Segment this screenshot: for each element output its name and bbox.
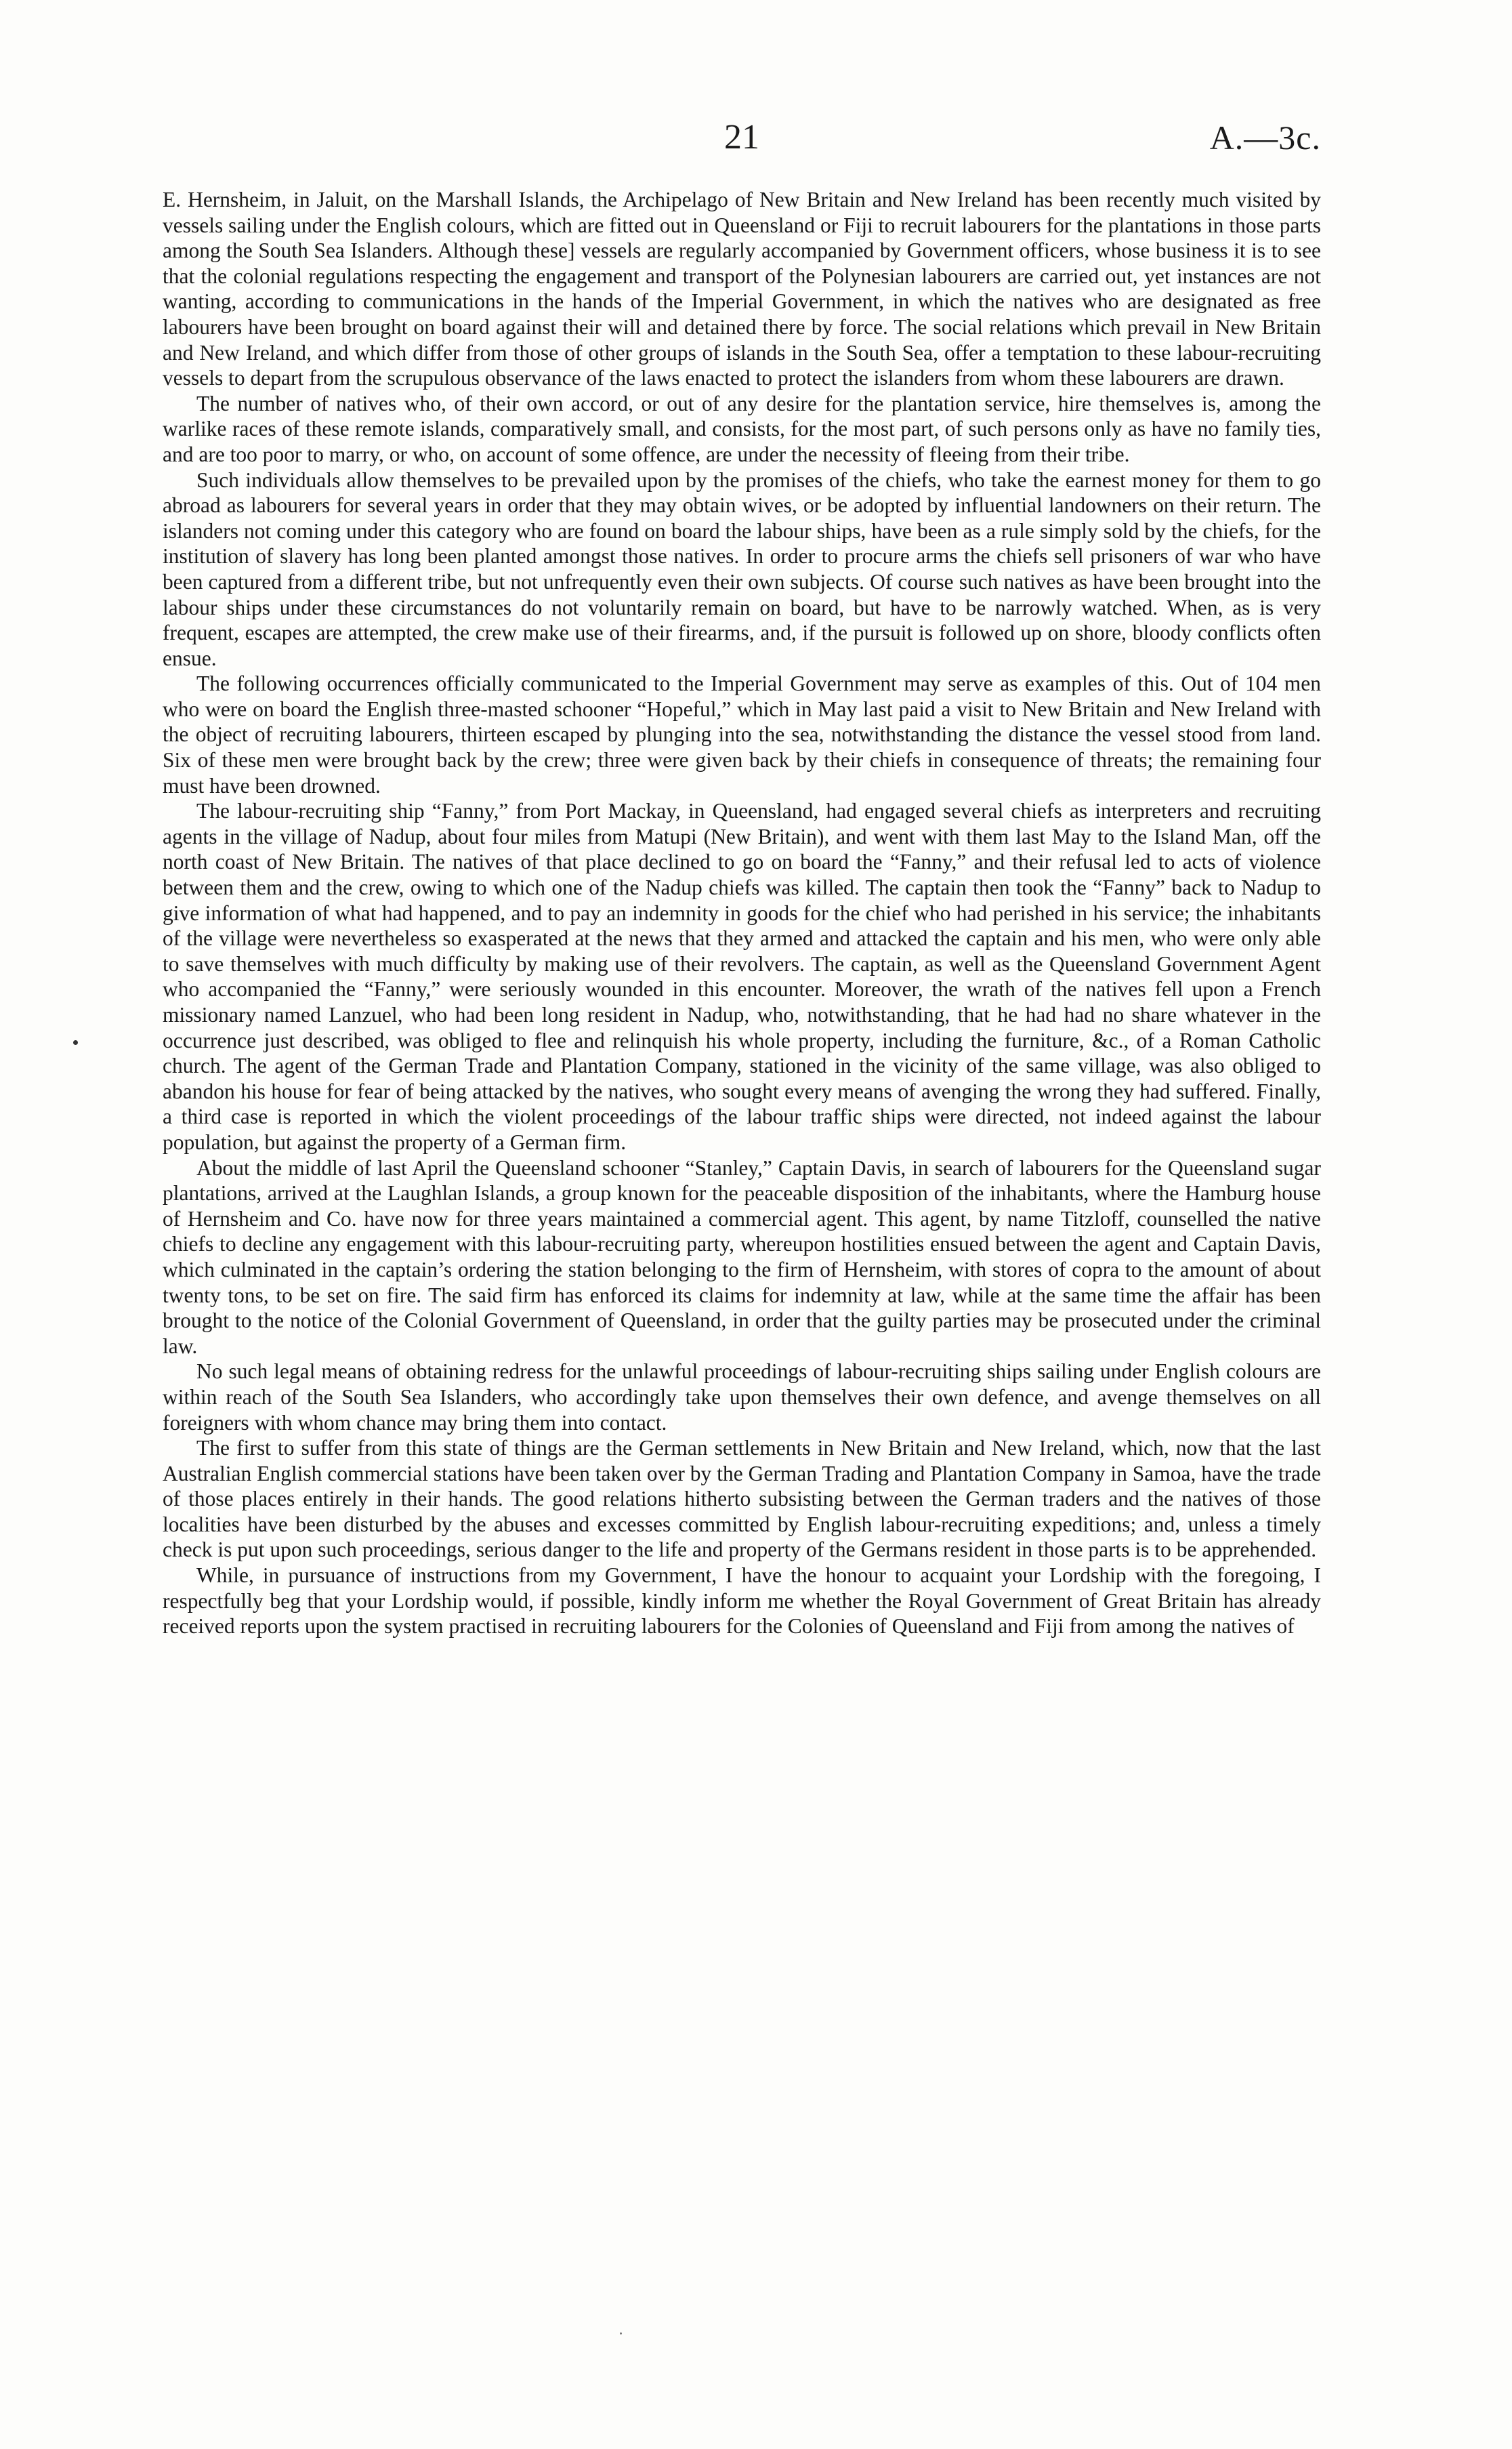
page-header xyxy=(163,114,1321,168)
document-reference: A.—3c. xyxy=(1209,119,1321,157)
margin-dot-mark xyxy=(73,1040,78,1045)
paragraph-1: E. Hernsheim, in Jaluit, on the Marshall Islands, the Archipelago of New Britain and New Ireland has been recently much visited by vessels sailing under the English colours, which are fitted out in Queensland or Fiji to recruit labourers for the plantations in those parts among the South Sea Islanders. Although these] vessels are regularly accompanied by Government officers, whose business it is to see that the colonial regulations respecting the engagement and transport of the Polynesian labourers are carried out, yet instances are not wanting, according to communications in the hands of the Imperial Government, in which the natives who are designated as free labourers have been brought on board against their will and detained there by force. The social relations which prevail in New Britain and New Ireland, and which differ from those of other groups of islands in the South Sea, offer a temptation to these labour-recruiting vessels to depart from the scrupulous observance of the laws enacted to protect the islanders from whom these labourers are drawn. xyxy=(163,188,1321,390)
paragraph-5: The labour-recruiting ship “Fanny,” from Port Mackay, in Queensland, had engaged several chiefs as interpreters and recruiting agents in the village of Nadup, about four miles from Matupi (New Britain), and went with them last May to the Island Man, off the north coast of New Britain. The natives of that place declined to go on board the “Fanny,” and their refusal led to acts of violence between them and the crew, owing to which one of the Nadup chiefs was killed. The captain then took the “Fanny” back to Nadup to give information of what had happened, and to pay an indemnity in goods for the chief who had perished in his service; the inhabitants of the village were nevertheless so exasperated at the news that they armed and attacked the captain and his men, who were only able to save themselves with much difficulty by making use of their revolvers. The captain, as well as the Queensland Government Agent who accompanied the “Fanny,” were seriously wounded in this encounter. Moreover, the wrath of the natives fell upon a French missionary named Lanzuel, who had been long resident in Nadup, who, notwithstanding, that he had had no share whatever in the occurrence just described, was obliged to flee and relinquish his whole property, including the furniture, &c., of a Roman Catholic church. The agent of the German Trade and Plantation Company, stationed in the vicinity of the same village, was also obliged to abandon his house for fear of being attacked by the natives, who sought every means of avenging the wrong they had suffered. Finally, a third case is reported in which the violent proceedings of the labour traffic ships were directed, not indeed against the labour population, but against the property of a German firm. xyxy=(163,799,1321,1154)
paragraph-9: While, in pursuance of instructions from my Government, I have the honour to acquaint your Lordship with the foregoing, I respectfully beg that your Lordship would, if possible, kindly inform me whether the Royal Government of Great Britain has already received reports upon the system practised in recruiting labourers for the Colonies of Queensland and Fiji from among the natives of xyxy=(163,1563,1321,1639)
paragraph-6: About the middle of last April the Queensland schooner “Stanley,” Captain Davis, in search of labourers for the Queensland sugar plantations, arrived at the Laughlan Islands, a group known for the peaceable disposition of the inhabitants, where the Hamburg house of Hernsheim and Co. have now for three years maintained a commercial agent. This agent, by name Titzloff, counselled the native chiefs to decline any engagement with this labour-recruiting party, whereupon hostilities ensued between the agent and Captain Davis, which culminated in the captain’s ordering the station belonging to the firm of Hernsheim, with stores of copra to the amount of about twenty tons, to be set on fire. The said firm has enforced its claims for indemnity at law, while at the same time the affair has been brought to the notice of the Colonial Government of Queensland, in order that the guilty parties may be prosecuted under the criminal law. xyxy=(163,1155,1321,1358)
paragraph-4: The following occurrences officially communicated to the Imperial Government may serve as examples of this. Out of 104 men who were on board the English three-masted schooner “Hopeful,” which in May last paid a visit to New Britain and New Ireland with the object of recruiting labourers, thirteen escaped by plunging into the sea, notwithstanding the distance the vessel stood from land. Six of these men were brought back by the crew; three were given back by their chiefs in consequence of threats; the remaining four must have been drowned. xyxy=(163,672,1321,798)
paragraph-8: The first to suffer from this state of things are the German settlements in New Britain and New Ireland, which, now that the last Australian English commercial stations have been taken over by the German Trading and Plantation Company in Samoa, have the trade of those places entirely in their hands. The good relations hitherto subsisting between the German traders and the natives of those localities have been disturbed by the abuses and excesses committed by English labour-recruiting expeditions; and, unless a timely check is put upon such proceedings, serious danger to the life and property of the Germans resident in those parts is to be apprehended. xyxy=(163,1436,1321,1562)
body-text xyxy=(163,187,1321,2369)
paragraph-3: Such individuals allow themselves to be prevailed upon by the promises of the chiefs, who take the earnest money for them to go abroad as labourers for several years in order that they may obtain wives, or be adopted by influential landowners on their return. The islanders not coming under this category who are found on board the labour ships, have been as a rule simply sold by the chiefs, for the institution of slavery has long been planted amongst those natives. In order to procure arms the chiefs sell prisoners of war who have been captured from a different tribe, but not unfrequently even their own subjects. Of course such natives as have been brought into the labour ships under these circumstances do not voluntarily remain on board, but have to be narrowly watched. When, as is very frequent, escapes are attempted, the crew make use of their firearms, and, if the pursuit is followed up on shore, bloody conflicts often ensue. xyxy=(163,468,1321,670)
paragraph-2: The number of natives who, of their own accord, or out of any desire for the plantation service, hire themselves is, among the warlike races of these remote islands, comparatively small, and consists, for the most part, of such persons only as have no family ties, and are too poor to marry, or who, on account of some offence, are under the necessity of fleeing from their tribe. xyxy=(163,391,1321,466)
page-number: 21 xyxy=(724,118,759,157)
paragraph-7: No such legal means of obtaining redress for the unlawful proceedings of labour-recruiting ships sailing under English colours are within reach of the South Sea Islanders, who accordingly take upon themselves their own defence, and avenge themselves on all foreigners with whom chance may bring them into contact. xyxy=(163,1359,1321,1435)
